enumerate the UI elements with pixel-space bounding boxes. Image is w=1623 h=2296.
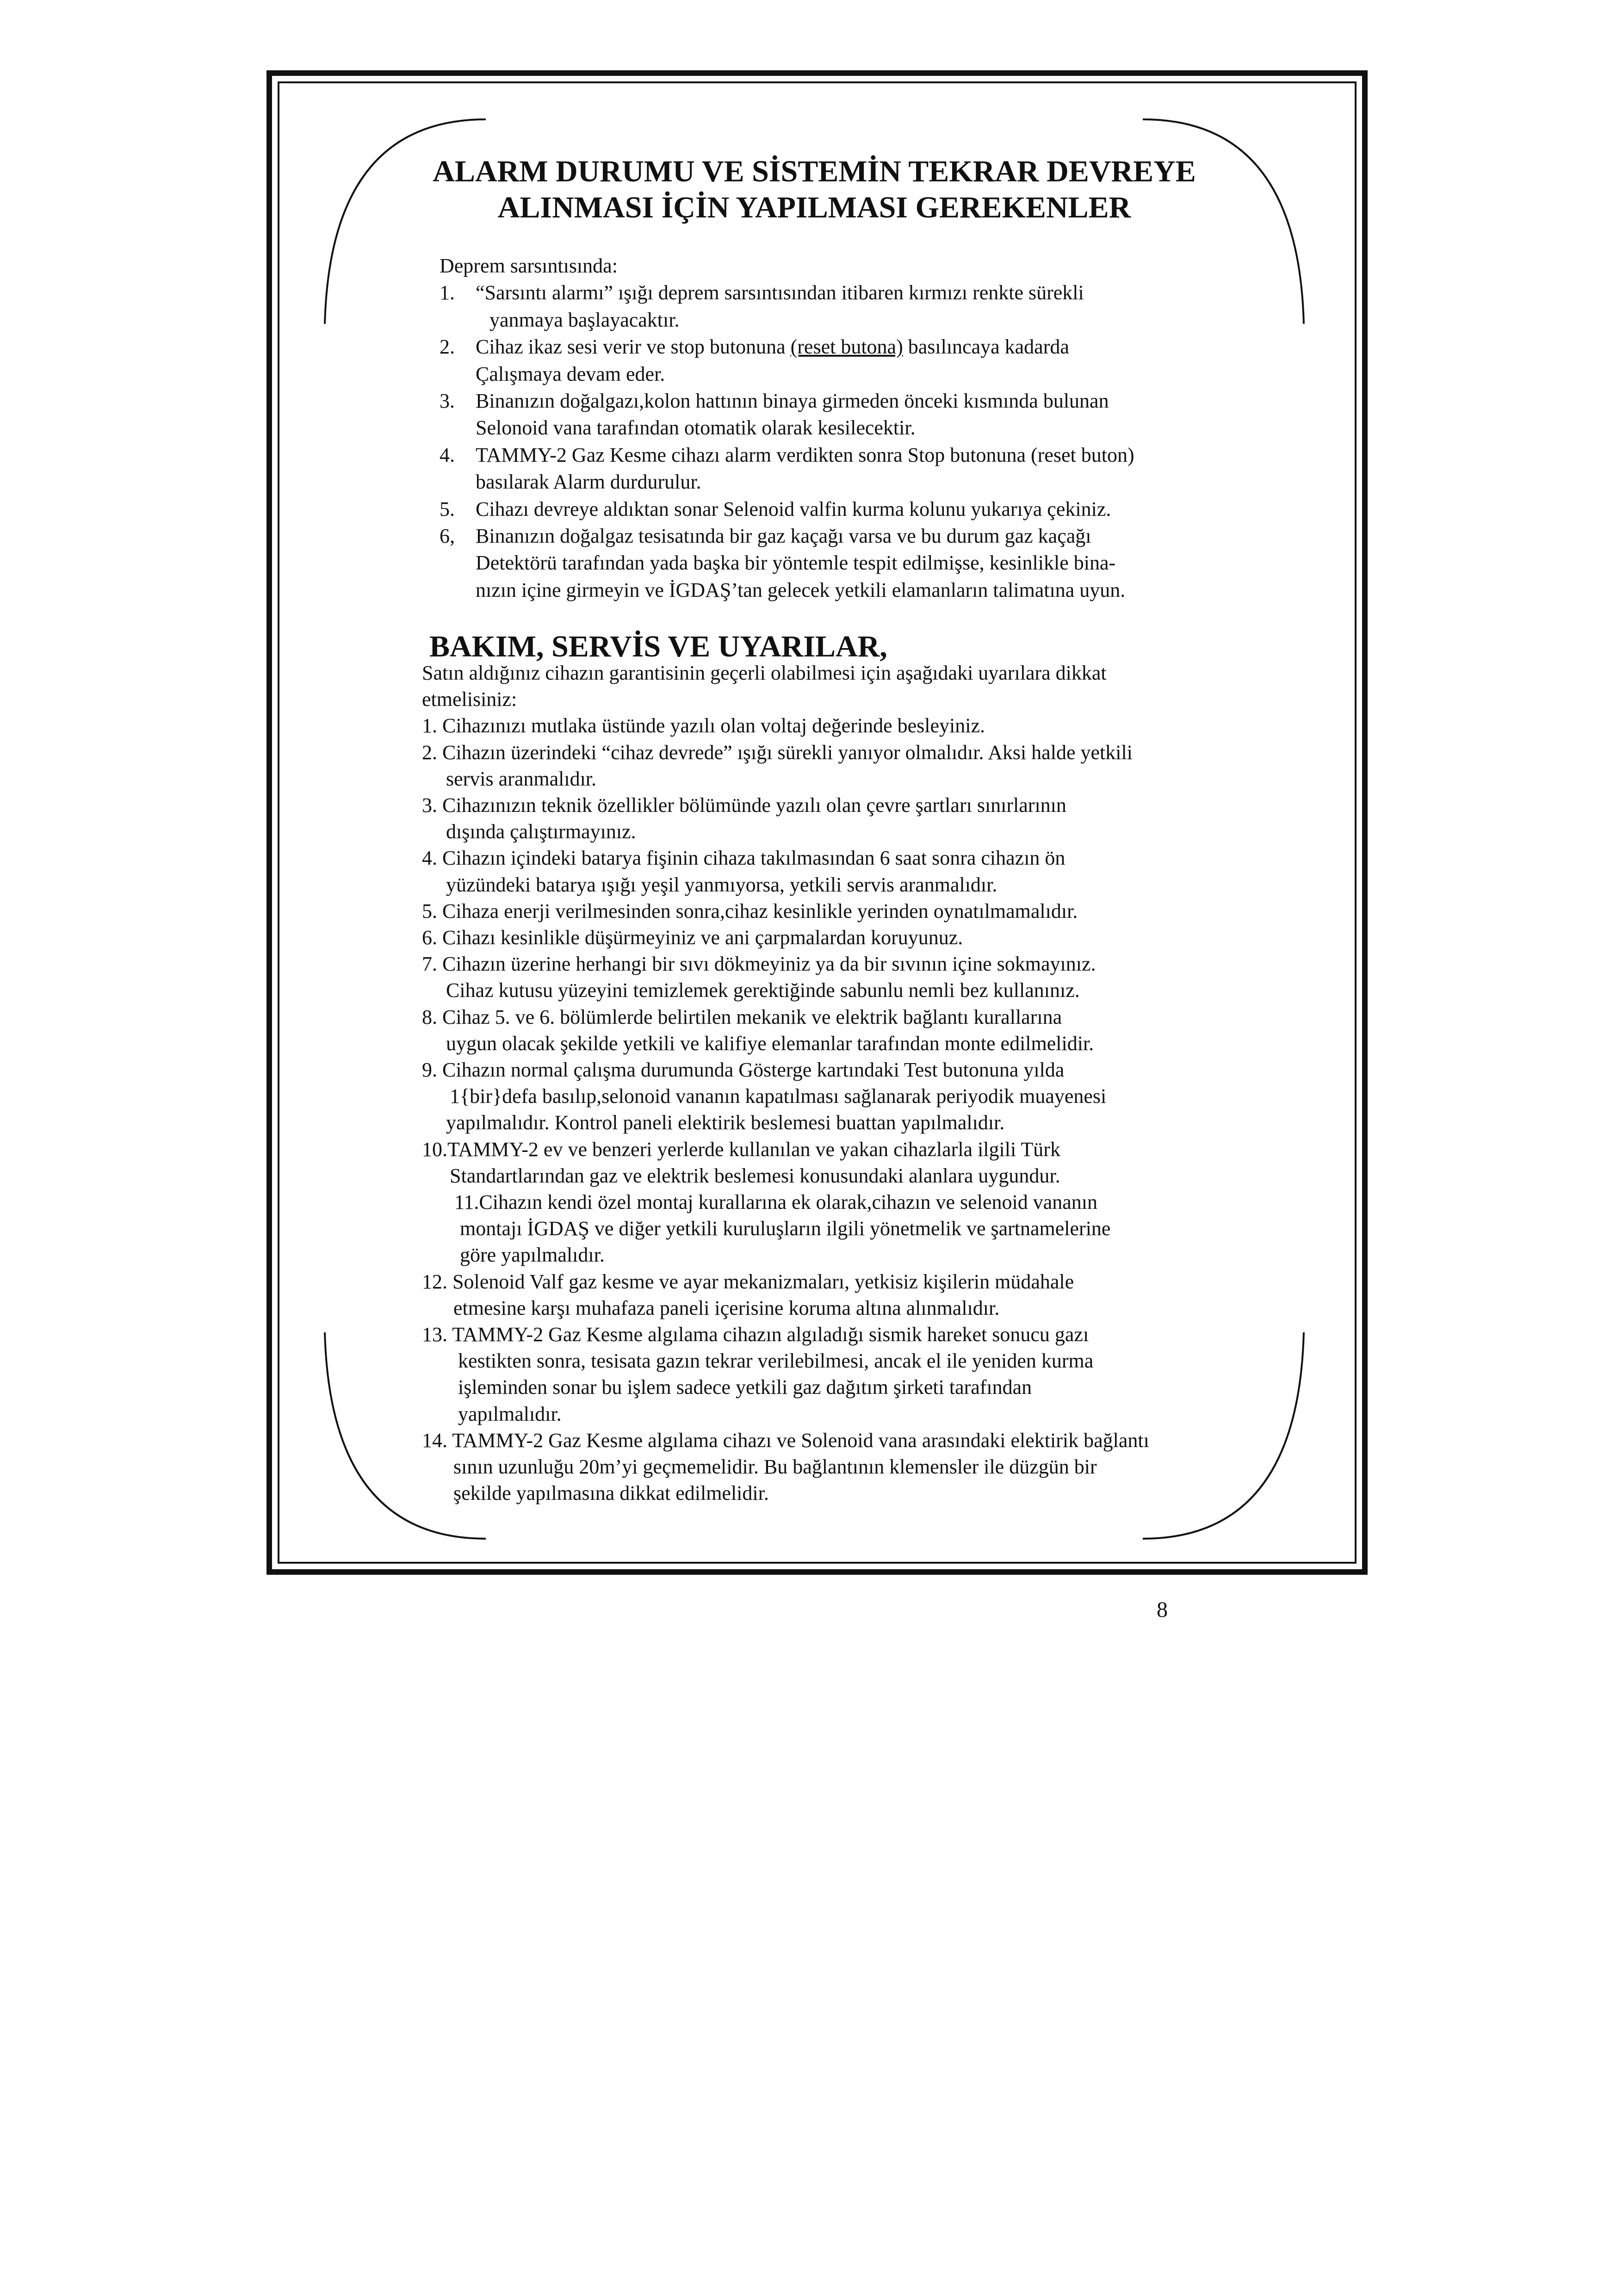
item-text: Cihaz ikaz sesi verir ve stop butonuna [476, 335, 791, 359]
alarm-item-6-cont-2: nızın içine girmeyin ve İGDAŞ’tan gelecek yetkili elamanların talimatına uyun. [476, 578, 1126, 601]
item-text: Binanızın doğalgazı,kolon hattının binaya girmeden önceki kısmında bulunan [476, 390, 1109, 413]
alarm-item-6 [440, 523, 1235, 550]
maintenance-line: 9. Cihazın normal çalışma durumunda Gösterge kartındaki Test butonuna yılda [422, 1058, 1065, 1082]
item-number: 2. [440, 335, 455, 359]
alarm-intro: Deprem sarsıntısında: [440, 254, 618, 277]
item-number: 3. [440, 390, 455, 413]
maintenance-line: 1{bir}defa basılıp,selonoid vananın kapatılması sağlanarak periyodik muayenesi [450, 1085, 1107, 1108]
alarm-item-1-cont: yanmaya başlayacaktır. [489, 308, 680, 331]
maintenance-line: göre yapılmalıdır. [460, 1244, 605, 1267]
maintenance-line: şekilde yapılmasına dikkat edilmelidir. [453, 1482, 769, 1505]
maintenance-intro-1: Satın aldığınız cihazın garantisinin geçerli olabilmesi için aşağıdaki uyarılara dikkat [422, 662, 1107, 684]
alarm-item-3-cont: Selonoid vana tarafından otomatik olarak kesilecektir. [476, 416, 916, 439]
maintenance-line: 6. Cihazı kesinlikle düşürmeyiniz ve ani çarpmalardan koruyunuz. [422, 926, 963, 949]
item-number: 6, [440, 525, 455, 548]
item-text: basılıncaya kadarda [903, 335, 1069, 359]
maintenance-intro-2: etmelisiniz: [422, 688, 517, 711]
maintenance-line: montajı İGDAŞ ve diğer yetkili kuruluşların ilgili yönetmelik ve şartnamelerine [460, 1217, 1111, 1240]
maintenance-line: yapılmalıdır. [458, 1402, 562, 1425]
item-text: Binanızın doğalgaz tesisatında bir gaz kaçağı varsa ve bu durum gaz kaçağı [476, 525, 1091, 548]
maintenance-line: yapılmalıdır. Kontrol paneli elektirik beslemesi buattan yapılmalıdır. [446, 1111, 1005, 1134]
item-number: 5. [440, 497, 455, 520]
page-title-line-1: ALARM DURUMU VE SİSTEMİN TEKRAR DEVREYE [433, 155, 1196, 188]
page-number: 8 [1157, 1597, 1168, 1622]
maintenance-line: servis aranmalıdır. [446, 767, 597, 790]
item-text: “Sarsıntı alarmı” ışığı deprem sarsıntısından itibaren kırmızı renkte sürekli [476, 281, 1084, 304]
reset-button-underlined: (reset butona) [790, 335, 903, 359]
maintenance-line: etmesine karşı muhafaza paneli içerisine koruma altına alınmalıdır. [453, 1296, 1000, 1319]
maintenance-line: 10.TAMMY-2 ev ve benzeri yerlerde kullanılan ve yakan cihazlarla ilgili Türk [422, 1138, 1060, 1161]
item-text: Cihazı devreye aldıktan sonar Selenoid valfin kurma kolunu yukarıya çekiniz. [476, 497, 1111, 520]
maintenance-line: Cihaz kutusu yüzeyini temizlemek gerektiğinde sabunlu nemli bez kullanınız. [446, 979, 1080, 1002]
maintenance-line: 11.Cihazın kendi özel montaj kurallarına ek olarak,cihazın ve selenoid vananın [454, 1191, 1097, 1214]
maintenance-line: 8. Cihaz 5. ve 6. bölümlerde belirtilen mekanik ve elektrik bağlantı kurallarına [422, 1005, 1062, 1028]
maintenance-line: işleminden sonar bu işlem sadece yetkili gaz dağıtım şirketi tarafından [458, 1376, 1032, 1399]
maintenance-line: 7. Cihazın üzerine herhangi bir sıvı dökmeyiniz ya da bir sıvının içine sokmayınız. [422, 953, 1096, 976]
maintenance-line: Standartlarından gaz ve elektrik beslemesi konusundaki alanlara uygundur. [450, 1164, 1060, 1187]
alarm-item-3 [440, 388, 1235, 415]
alarm-item-6-cont-1: Detektörü tarafından yada başka bir yöntemle tespit edilmişse, kesinlikle bina- [476, 551, 1116, 575]
alarm-item-2-cont: Çalışmaya devam eder. [476, 362, 665, 385]
maintenance-line: 13. TAMMY-2 Gaz Kesme algılama cihazın algıladığı sismik hareket sonucu gazı [422, 1323, 1089, 1346]
alarm-item-1 [440, 279, 1235, 306]
item-text: TAMMY-2 Gaz Kesme cihazı alarm verdikten sonra Stop butonuna (reset buton) [476, 443, 1134, 466]
maintenance-line: 1. Cihazınızı mutlaka üstünde yazılı olan voltaj değerinde besleyiniz. [422, 714, 985, 737]
item-number: 4. [440, 443, 455, 466]
page-title-line-2: ALINMASI İÇİN YAPILMASI GEREKENLER [497, 191, 1131, 224]
maintenance-line: 5. Cihaza enerji verilmesinden sonra,cihaz kesinlikle yerinden oynatılmamalıdır. [422, 899, 1078, 922]
maintenance-heading: BAKIM, SERVİS VE UYARILAR, [429, 630, 887, 663]
maintenance-line: dışında çalıştırmayınız. [446, 820, 636, 843]
alarm-item-5 [440, 496, 1235, 523]
maintenance-line: 2. Cihazın üzerindeki “cihaz devrede” ışığı sürekli yanıyor olmalıdır. Aksi halde yetkili [422, 741, 1133, 764]
maintenance-line: 4. Cihazın içindeki batarya fişinin cihaza takılmasından 6 saat sonra cihazın ön [422, 847, 1065, 870]
maintenance-line: 12. Solenoid Valf gaz kesme ve ayar mekanizmaları, yetkisiz kişilerin müdahale [422, 1270, 1074, 1293]
alarm-item-4 [440, 442, 1235, 469]
maintenance-section [422, 660, 1255, 1507]
maintenance-line: sının uzunluğu 20m’yi geçmemelidir. Bu bağlantının klemensler ile düzgün bir [453, 1455, 1097, 1479]
maintenance-line: uygun olacak şekilde yetkili ve kalifiye elemanlar tarafından monte edilmelidir. [446, 1032, 1094, 1055]
alarm-item-4-cont: basılarak Alarm durdurulur. [476, 470, 701, 494]
alarm-item-2 [440, 334, 1235, 360]
maintenance-line: yüzündeki batarya ışığı yeşil yanmıyorsa, yetkili servis aranmalıdır. [446, 873, 997, 896]
item-number: 1. [440, 281, 455, 304]
maintenance-line: 3. Cihazınızın teknik özellikler bölümünde yazılı olan çevre şartları sınırlarının [422, 794, 1066, 817]
alarm-section [440, 253, 1235, 604]
maintenance-line: 14. TAMMY-2 Gaz Kesme algılama cihazı ve Solenoid vana arasındaki elektirik bağlantı [422, 1429, 1149, 1452]
maintenance-line: kestikten sonra, tesisata gazın tekrar verilebilmesi, ancak el ile yeniden kurma [458, 1349, 1094, 1373]
